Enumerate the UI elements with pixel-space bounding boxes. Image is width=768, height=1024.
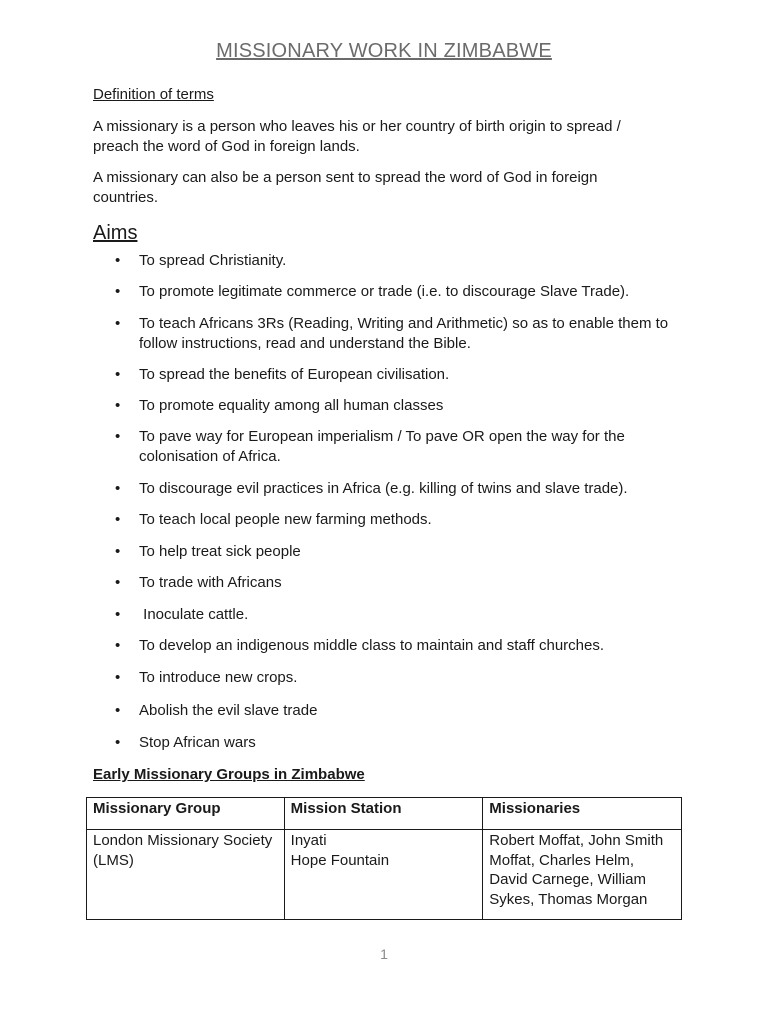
list-item: [115, 314, 685, 353]
definition-paragraph: A missionary is a person who leaves his or her country of birth origin to spread / preach the word of God in foreign lands.: [93, 118, 621, 155]
list-item: [115, 396, 685, 416]
missionaries-cell: Robert Moffat, John Smith Moffat, Charles Helm, David Carnege, William Sykes, Thomas Morgan: [483, 830, 682, 920]
aim-text: To pave way for European imperialism / To pave OR open the way for the colonisation of Africa.: [139, 428, 625, 465]
list-item: [115, 668, 685, 688]
table-header-row: [87, 798, 682, 830]
aim-text: To teach Africans 3Rs (Reading, Writing and Arithmetic) so as to enable them to follow instructions, read and understand the Bible.: [139, 315, 669, 352]
bullet-icon: •: [115, 252, 121, 269]
definition-heading: Definition of terms: [93, 86, 214, 103]
list-item: [115, 282, 685, 302]
list-item: [115, 427, 685, 466]
station-name: Hope Fountain: [290, 851, 390, 869]
definition-paragraph: A missionary can also be a person sent to spread the word of God in foreign countries.: [93, 169, 598, 206]
aim-text: Inoculate cattle.: [139, 606, 249, 623]
bullet-icon: •: [115, 480, 121, 497]
bullet-icon: •: [115, 428, 121, 445]
bullet-icon: •: [115, 734, 121, 751]
list-item: [115, 542, 685, 562]
list-item: [115, 251, 685, 271]
page-number: 1: [380, 946, 388, 962]
bullet-icon: •: [115, 606, 121, 623]
bullet-icon: •: [115, 669, 121, 686]
column-header: Missionary Group: [87, 798, 285, 830]
list-item: [115, 636, 685, 656]
aim-text: To promote legitimate commerce or trade (i.e. to discourage Slave Trade).: [139, 283, 630, 300]
aim-text: To promote equality among all human classes: [139, 397, 444, 414]
bullet-icon: •: [115, 315, 121, 332]
bullet-icon: •: [115, 366, 121, 383]
bullet-icon: •: [115, 397, 121, 414]
table-row: [87, 830, 682, 920]
bullet-icon: •: [115, 702, 121, 719]
column-header: Missionaries: [483, 798, 682, 830]
list-item: [115, 365, 685, 385]
column-header: Mission Station: [284, 798, 483, 830]
aim-text: To introduce new crops.: [139, 669, 298, 686]
bullet-icon: •: [115, 511, 121, 528]
aims-heading: Aims: [93, 222, 138, 244]
page-title: MISSIONARY WORK IN ZIMBABWE: [216, 40, 552, 62]
list-item: [115, 573, 685, 593]
group-cell: London Missionary Society (LMS): [87, 830, 285, 920]
bullet-icon: •: [115, 574, 121, 591]
list-item: [115, 479, 685, 499]
station-name: Inyati: [290, 832, 327, 849]
aim-text: To teach local people new farming methods.: [139, 511, 432, 528]
aim-text: To spread Christianity.: [139, 252, 287, 269]
aim-text: To spread the benefits of European civilisation.: [139, 366, 450, 383]
list-item: [115, 605, 685, 625]
missionary-groups-table: [86, 797, 682, 920]
groups-heading: Early Missionary Groups in Zimbabwe: [93, 766, 365, 783]
aim-text: Abolish the evil slave trade: [139, 702, 318, 719]
aim-text: To develop an indigenous middle class to maintain and staff churches.: [139, 637, 605, 654]
list-item: [115, 733, 685, 753]
bullet-icon: •: [115, 283, 121, 300]
aim-text: Stop African wars: [139, 734, 256, 751]
list-item: [115, 510, 685, 530]
aim-text: To discourage evil practices in Africa (e.g. killing of twins and slave trade).: [139, 480, 628, 497]
list-item: [115, 701, 685, 721]
bullet-icon: •: [115, 637, 121, 654]
bullet-icon: •: [115, 543, 121, 560]
aim-text: To help treat sick people: [139, 543, 301, 560]
station-cell: [284, 830, 483, 920]
aim-text: To trade with Africans: [139, 574, 282, 591]
